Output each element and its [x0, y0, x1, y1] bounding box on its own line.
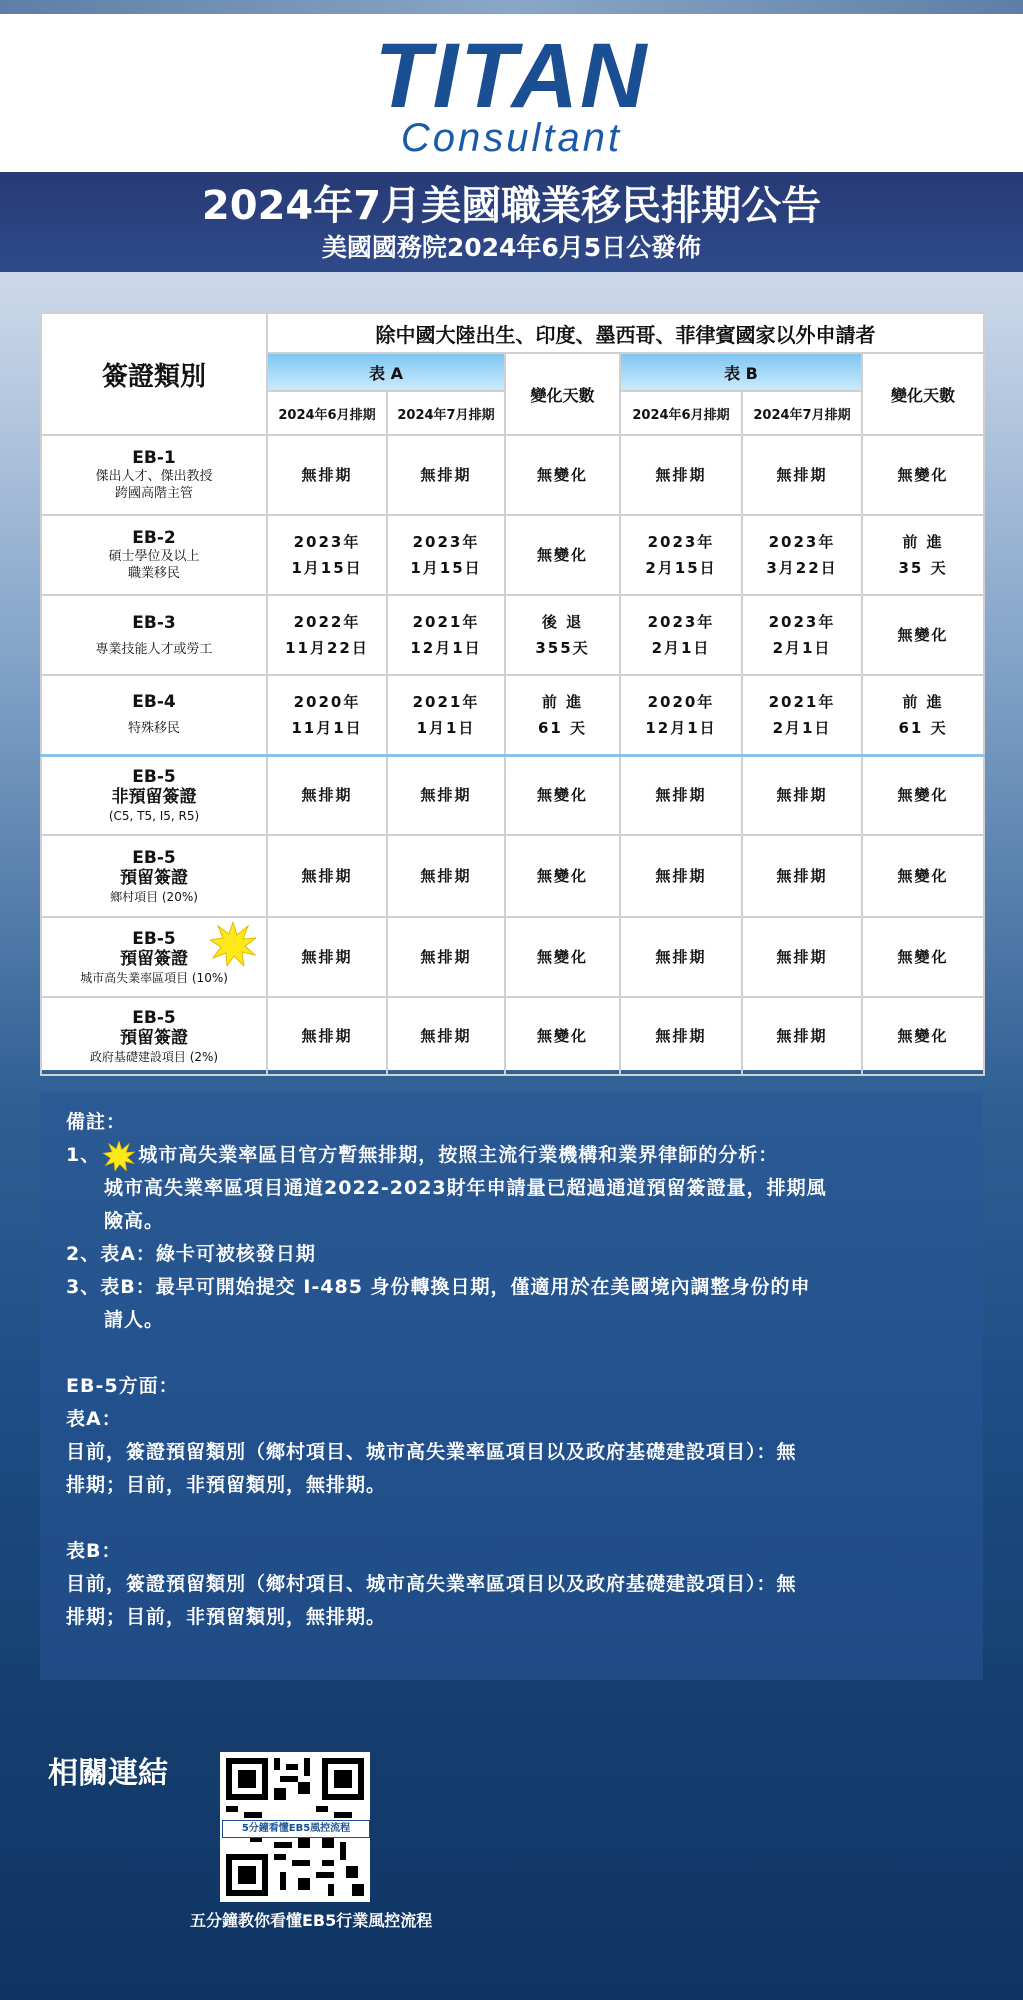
date-year: 2021年: [412, 613, 480, 631]
note-1-line2: 城市高失業率區項目通道2022-2023財年申請量已超過通道預留簽證量，排期風: [104, 1177, 827, 1199]
table-b-june: 無排期: [620, 435, 742, 515]
logo-title: TITAN: [374, 25, 649, 127]
category-name: 非預留簽證: [111, 786, 197, 807]
logo-area: [0, 14, 1023, 172]
category-code: EB-4: [132, 692, 176, 713]
category-code: EB-1: [132, 448, 176, 468]
change-direction: 後 退: [541, 613, 584, 631]
table-a-june: 無排期: [267, 435, 387, 515]
change-direction: 前 進: [541, 692, 584, 711]
starburst-icon: [102, 1141, 136, 1171]
note-1-line3: 險高。: [104, 1210, 165, 1232]
note-1: [66, 1139, 966, 1172]
category-subtype: 城市高失業率區項目 (10%): [80, 970, 228, 985]
table-row-eb5-unreserved: [41, 755, 984, 835]
table-b-june: [620, 515, 742, 595]
date-day: 11月22日: [285, 639, 369, 657]
category-code: EB-5: [132, 1007, 176, 1028]
date-day: 11月1日: [291, 718, 363, 737]
table-b-june: 無排期: [620, 997, 742, 1075]
date-year: 2023年: [412, 533, 480, 551]
table-a-june: 無排期: [267, 835, 387, 917]
july-date-header-a: 2024年7月排期: [387, 391, 505, 435]
priority-date-table: [40, 312, 983, 1070]
category-name: 預留簽證: [120, 1027, 188, 1048]
category-subtype: 鄉村項目 (20%): [110, 889, 198, 904]
category-name: 預留簽證: [120, 948, 188, 969]
category-code: EB-3: [132, 612, 176, 633]
date-day: 2月15日: [645, 559, 717, 577]
table-b-change: 無變化: [862, 595, 984, 675]
change-direction: 前 進: [902, 533, 944, 551]
change-days: 35 天: [898, 559, 948, 577]
category-cell: [41, 835, 267, 917]
change-direction: 前 進: [902, 692, 944, 711]
date-day: 1月15日: [291, 559, 363, 577]
table-a-june: [267, 515, 387, 595]
eb5-table-a-text-line2: 排期；目前，非預留類別，無排期。: [66, 1474, 387, 1496]
table-a-change: [505, 675, 620, 755]
table-a-header: 表 A: [267, 353, 505, 391]
table-a-july: 無排期: [387, 755, 505, 835]
table-b-june: 無排期: [620, 835, 742, 917]
table-b-july: [742, 515, 862, 595]
table-row-eb5-rural: [41, 835, 984, 917]
page-title: 2024年7月美國職業移民排期公告: [201, 183, 822, 229]
category-name: 預留簽證: [120, 867, 188, 888]
category-name: 碩士學位及以上: [108, 549, 200, 564]
table-a-july: [387, 595, 505, 675]
category-name-line2: 跨國高階主管: [114, 486, 193, 501]
category-cell: [41, 675, 267, 755]
note-2: 2、表A：綠卡可被核發日期: [66, 1243, 316, 1265]
table-row-eb5-urban: [41, 917, 984, 997]
date-year: 2023年: [647, 533, 715, 551]
table-a-july: 無排期: [387, 917, 505, 997]
july-date-header-b: 2024年7月排期: [742, 391, 862, 435]
table-row-eb3: [41, 595, 984, 675]
date-year: 2021年: [768, 692, 836, 711]
table-b-header: 表 B: [620, 353, 862, 391]
table-b-change: 無變化: [862, 835, 984, 917]
notes-title: 備註：: [66, 1111, 127, 1133]
table-a-june: 無排期: [267, 997, 387, 1075]
table-b-july: 無排期: [742, 997, 862, 1075]
starburst-icon: [210, 922, 256, 966]
table-b-change: 無變化: [862, 917, 984, 997]
table-b-july: 無排期: [742, 435, 862, 515]
date-day: 2月1日: [772, 639, 832, 657]
table-row-eb2: [41, 515, 984, 595]
table-a-change: 無變化: [505, 917, 620, 997]
date-year: 2020年: [647, 692, 715, 711]
date-year: 2020年: [293, 692, 361, 711]
change-days-header-a: 變化天數: [505, 353, 620, 435]
category-name-line2: 職業移民: [127, 566, 180, 581]
category-cell: [41, 515, 267, 595]
table-a-july: [387, 515, 505, 595]
table-a-change: 無變化: [505, 515, 620, 595]
table-b-july: 無排期: [742, 755, 862, 835]
eb5-table-b-label: 表B：: [66, 1540, 122, 1562]
eb5-table-b-text-line2: 排期；目前，非預留類別，無排期。: [66, 1606, 387, 1628]
table-b-change: 無變化: [862, 755, 984, 835]
category-subtype: 政府基礎建設項目 (2%): [89, 1049, 219, 1064]
qr-code[interactable]: [220, 1752, 370, 1902]
date-day: 12月1日: [410, 639, 482, 657]
table-a-june: [267, 675, 387, 755]
table-row-eb1: [41, 435, 984, 515]
date-year: 2021年: [412, 692, 480, 711]
table-b-july: [742, 595, 862, 675]
date-day: 12月1日: [645, 718, 717, 737]
table-b-change: 無變化: [862, 997, 984, 1075]
table-b-change: [862, 515, 984, 595]
date-year: 2023年: [293, 533, 361, 551]
category-cell: [41, 917, 267, 997]
date-day: 3月22日: [766, 559, 838, 577]
date-day: 1月15日: [410, 559, 482, 577]
table-a-change: 無變化: [505, 835, 620, 917]
table-a-change: 無變化: [505, 435, 620, 515]
page-subtitle: 美國國務院2024年6月5日公發佈: [321, 233, 702, 262]
eb5-table-a-text: 目前，簽證預留類別（鄉村項目、城市高失業率區項目以及政府基礎建設項目）：無: [66, 1441, 797, 1463]
table-row-eb5-infrastructure: [41, 997, 984, 1075]
table-a-june: [267, 595, 387, 675]
change-days-header-b: 變化天數: [862, 353, 984, 435]
date-year: 2023年: [768, 533, 836, 551]
note-3-line2: 請人。: [104, 1309, 165, 1331]
note-1-text: 城市高失業率區目官方暫無排期，按照主流行業機構和業界律師的分析：: [138, 1144, 779, 1166]
category-name: 傑出人才、傑出教授: [95, 469, 213, 484]
table-row-eb4: [41, 675, 984, 755]
change-days: 61 天: [898, 718, 948, 737]
category-code: EB-2: [132, 528, 176, 548]
category-code: EB-5: [132, 847, 176, 868]
table-b-june: [620, 595, 742, 675]
applicant-group-header: 除中國大陸出生、印度、墨西哥、菲律賓國家以外申請者: [267, 313, 984, 353]
note-3: 3、表B：最早可開始提交 I-485 身份轉換日期，僅適用於在美國境內調整身份的申: [66, 1276, 811, 1298]
table-b-change: 無變化: [862, 435, 984, 515]
table-a-june: 無排期: [267, 917, 387, 997]
visa-category-header: 簽證類別: [41, 313, 267, 435]
change-days: 61 天: [537, 718, 588, 737]
table-a-change: [505, 595, 620, 675]
table-b-july: [742, 675, 862, 755]
category-cell: [41, 435, 267, 515]
eb5-table-b-text: 目前，簽證預留類別（鄉村項目、城市高失業率區項目以及政府基礎建設項目）：無: [66, 1573, 797, 1595]
table-a-june: 無排期: [267, 755, 387, 835]
table-a-change: 無變化: [505, 997, 620, 1075]
table-a-change: 無變化: [505, 755, 620, 835]
date-day: 1月1日: [416, 718, 476, 737]
date-year: 2023年: [647, 613, 715, 631]
table-b-june: 無排期: [620, 755, 742, 835]
related-links-label: 相關連結: [48, 1756, 168, 1791]
note-1-prefix: 1、: [66, 1144, 101, 1166]
category-cell: [41, 595, 267, 675]
qr-caption: 五分鐘教你看懂EB5行業風控流程: [190, 1911, 433, 1930]
category-cell: [41, 997, 267, 1075]
title-banner: [0, 172, 1023, 272]
table-a-july: 無排期: [387, 997, 505, 1075]
date-year: 2023年: [768, 613, 836, 631]
june-date-header-b: 2024年6月排期: [620, 391, 742, 435]
qr-overlay-label: 5分鐘看懂EB5風控流程: [222, 1820, 370, 1838]
change-days: 355天: [535, 639, 590, 657]
eb5-table-a-label: 表A：: [66, 1408, 122, 1430]
table-a-july: 無排期: [387, 435, 505, 515]
notes-panel: [40, 1092, 983, 1680]
category-code: EB-5: [132, 928, 176, 949]
table-b-july: 無排期: [742, 917, 862, 997]
date-year: 2022年: [293, 613, 361, 631]
logo-subtitle: Consultant: [400, 116, 623, 160]
category-code: EB-5: [132, 766, 176, 787]
june-date-header-a: 2024年6月排期: [267, 391, 387, 435]
table-a-july: 無排期: [387, 835, 505, 917]
table-b-june: 無排期: [620, 917, 742, 997]
category-name: 專業技能人才或勞工: [95, 641, 213, 657]
table-b-change: [862, 675, 984, 755]
category-subtype: (C5, T5, I5, R5): [108, 808, 200, 823]
table-b-july: 無排期: [742, 835, 862, 917]
top-strip: [0, 0, 1023, 14]
category-name: 特殊移民: [127, 721, 180, 737]
category-cell: [41, 755, 267, 835]
date-day: 2月1日: [772, 718, 832, 737]
table-b-june: [620, 675, 742, 755]
date-day: 2月1日: [651, 639, 711, 657]
eb5-section-title: EB-5方面：: [66, 1375, 179, 1397]
table-a-july: [387, 675, 505, 755]
